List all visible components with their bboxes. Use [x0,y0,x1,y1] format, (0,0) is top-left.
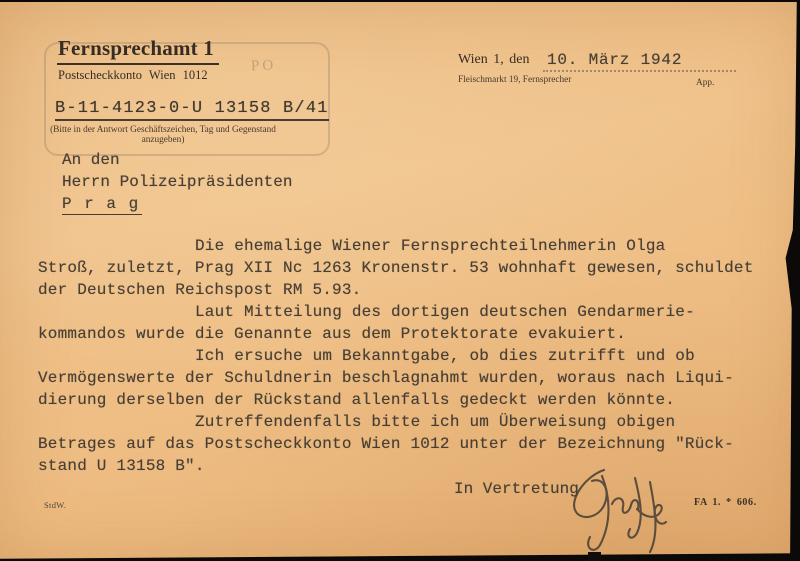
scan-edge-mark [588,552,601,561]
typed-date: 10. März 1942 [547,51,683,69]
extension-label: App. [696,78,715,88]
reference-note [34,125,292,145]
reference-number: B-11-4123-0-U 13158 B/41 [55,99,329,121]
letterhead-postal-account: Postscheckkonto Wien 1012 [58,68,208,82]
body-line: kommandos wurde die Genannte aus dem Protektorate evakuiert. [38,325,627,343]
reference-note-line1: (Bitte in der Antwort Geschäftszeichen, Tag und Gegenstand [50,125,276,135]
body-line: dierung derselben der Rückstand allenfalls gedeckt werden könnte. [38,391,676,409]
body-line: Stroß, zuletzt, Prag XII Nc 1263 Kronenstr. 53 wohnhaft gewesen, schuldet [38,259,754,277]
recipient-line-1: An den [62,151,120,169]
footer-right-mark: FA 1. * 606. [694,497,757,508]
scan-edge-right [784,0,800,561]
reference-note-line2: anzugeben) [141,135,185,145]
recipient-city [62,195,142,215]
faint-stamp-text: PO [250,57,277,75]
handwritten-signature [562,460,674,560]
closing-signoff: In Vertretung [454,480,579,498]
date-place-prefix: Wien 1, den [458,52,530,67]
recipient-line-2: Herrn Polizeipräsidenten [62,173,293,191]
body-line: Vermögenswerte der Schuldnerin beschlagnahmt wurden, woraus nach Liqui- [38,369,734,387]
scan-edge-top [0,0,800,2]
body-line: Zutreffendenfalls bitte ich um Überweisung obigen [195,413,676,431]
body-line: Laut Mitteilung des dortigen deutschen Gendarmerie- [195,303,695,321]
body-line: Die ehemalige Wiener Fernsprechteilnehmerin Olga [195,237,666,255]
scan-edge-bottom [0,551,800,561]
body-line: Ich ersuche um Bekanntgabe, ob dies zutrifft und ob [195,347,695,365]
body-line: der Deutschen Reichspost RM 5.93. [38,281,362,299]
recipient-city-text: P r a g [62,195,140,213]
letter-body [38,235,778,477]
letterhead-office-title: Fernsprechamt 1 [57,36,219,65]
body-line: stand U 13158 B". [38,457,205,475]
body-line: Betrages auf das Postscheckkonto Wien 1012 unter der Bezeichnung "Rück- [38,435,734,453]
footer-left-mark: StdW. [44,500,67,510]
office-address: Fleischmarkt 19, Fernsprecher [458,75,572,85]
